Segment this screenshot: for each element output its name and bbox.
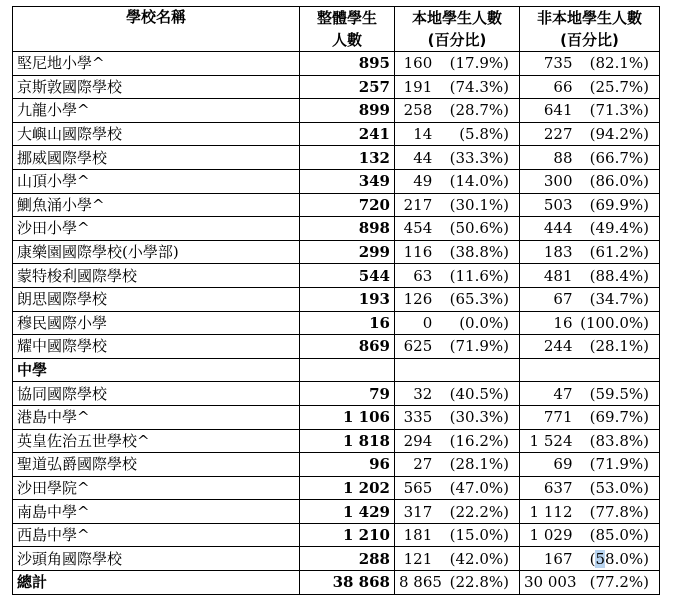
local-count-cell	[395, 335, 520, 359]
local-count-cell	[395, 453, 520, 477]
non-percent: (71.3%)	[589, 101, 649, 120]
non-percent: (69.9%)	[589, 195, 649, 214]
non-percent: (49.4%)	[589, 219, 649, 238]
local-percent: (22.2%)	[449, 502, 509, 521]
school-name: 西島中學^	[13, 523, 300, 547]
non-count: 227	[543, 125, 573, 144]
local-value-pair	[399, 525, 515, 545]
local-count: 258	[403, 101, 433, 120]
total-students: 1 106	[300, 405, 395, 429]
local-value-pair	[399, 289, 515, 309]
nonlocal-percent	[573, 549, 656, 569]
local-count: 32	[413, 384, 433, 403]
non-percent: (61.2%)	[589, 243, 649, 262]
local-percent: (28.1%)	[449, 455, 509, 474]
local-percent: (33.3%)	[449, 148, 509, 167]
local-count-cell	[395, 240, 520, 264]
non-count: 637	[543, 478, 573, 497]
local-value-pair	[399, 148, 515, 168]
local-percent: (28.7%)	[449, 101, 509, 120]
non-value-pair	[524, 124, 655, 144]
non-value-pair	[524, 384, 655, 404]
non-value-pair	[524, 148, 655, 168]
non-percent: (77.8%)	[589, 502, 649, 521]
local-percent: (50.6%)	[449, 219, 509, 238]
local-percent: (30.3%)	[449, 408, 509, 427]
total-students: 299	[300, 240, 395, 264]
school-student-table	[12, 6, 660, 595]
local-percent: (47.0%)	[449, 478, 509, 497]
total-students: 1 818	[300, 429, 395, 453]
school-name: 港島中學^	[13, 405, 300, 429]
header-local-line2: (百分比)	[427, 31, 487, 49]
local-percent: (22.8%)	[449, 573, 509, 592]
total-students: 1 202	[300, 476, 395, 500]
nonlocal-count-cell	[520, 75, 660, 99]
non-value-pair	[524, 53, 655, 73]
school-name: 英皇佐治五世學校^	[13, 429, 300, 453]
non-count: 167	[543, 549, 573, 568]
table-row	[13, 382, 660, 406]
nonlocal-count-cell	[520, 476, 660, 500]
header-nonlocal-line2: (百分比)	[560, 31, 619, 49]
local-value-pair	[399, 572, 515, 592]
local-percent: (38.8%)	[449, 243, 509, 262]
local-count: 181	[403, 526, 433, 545]
non-percent: (59.5%)	[589, 384, 649, 403]
nonlocal-count-cell	[520, 571, 660, 595]
school-name: 京斯敦國際學校	[13, 75, 300, 99]
school-name: 朗思國際學校	[13, 287, 300, 311]
non-count: 69	[553, 455, 573, 474]
table-row	[13, 169, 660, 193]
nonlocal-count-cell	[520, 523, 660, 547]
local-count-cell	[395, 122, 520, 146]
local-count: 454	[403, 219, 433, 238]
non-count: 66	[553, 77, 573, 96]
local-percent: (11.6%)	[449, 266, 509, 285]
local-count-cell	[395, 217, 520, 241]
local-value-pair	[399, 77, 515, 97]
non-value-pair	[524, 289, 655, 309]
table-row	[13, 453, 660, 477]
local-percent: (40.5%)	[449, 384, 509, 403]
non-value-pair	[524, 242, 655, 262]
non-percent: (69.7%)	[589, 408, 649, 427]
total-students: 257	[300, 75, 395, 99]
local-value-pair	[399, 478, 515, 498]
local-value-pair	[399, 407, 515, 427]
total-students: 193	[300, 287, 395, 311]
local-count: 27	[413, 455, 433, 474]
non-percent: (88.4%)	[589, 266, 649, 285]
nonlocal-count-cell	[520, 500, 660, 524]
table-row	[13, 405, 660, 429]
non-count: 503	[543, 195, 573, 214]
table-row	[13, 193, 660, 217]
school-name: 山頂小學^	[13, 169, 300, 193]
non-value-pair	[524, 218, 655, 238]
local-count-cell	[395, 523, 520, 547]
nonlocal-count-cell	[520, 52, 660, 76]
table-row	[13, 240, 660, 264]
total-students: 288	[300, 547, 395, 571]
local-percent: (65.3%)	[449, 290, 509, 309]
local-count: 116	[403, 243, 433, 262]
school-name: 總計	[13, 571, 300, 595]
nonlocal-count-cell	[520, 217, 660, 241]
non-percent: (82.1%)	[589, 54, 649, 73]
non-percent: (85.0%)	[589, 526, 649, 545]
local-count-cell	[395, 500, 520, 524]
school-name: 沙田學院^	[13, 476, 300, 500]
total-students: 1 210	[300, 523, 395, 547]
total-students: 96	[300, 453, 395, 477]
local-count-cell	[395, 429, 520, 453]
local-value-pair	[399, 242, 515, 262]
local-value-pair	[399, 502, 515, 522]
non-count: 771	[543, 408, 573, 427]
local-count: 191	[403, 77, 433, 96]
non-value-pair	[524, 502, 655, 522]
non-count: 1 112	[529, 502, 573, 521]
local-value-pair	[399, 53, 515, 73]
non-count: 30 003	[524, 573, 577, 592]
nonlocal-count-cell	[520, 405, 660, 429]
total-students: 349	[300, 169, 395, 193]
text-selection-highlight: 5	[595, 549, 606, 568]
local-value-pair	[399, 454, 515, 474]
school-name: 沙頭角國際學校	[13, 547, 300, 571]
nonlocal-count-cell	[520, 146, 660, 170]
non-count: 444	[543, 219, 573, 238]
local-count-cell	[395, 146, 520, 170]
local-count-cell	[395, 571, 520, 595]
local-percent: (71.9%)	[449, 337, 509, 356]
nonlocal-count-cell	[520, 122, 660, 146]
total-row	[13, 571, 660, 595]
non-count: 88	[553, 148, 573, 167]
local-percent: (74.3%)	[449, 77, 509, 96]
local-count: 121	[403, 549, 433, 568]
table-row	[13, 429, 660, 453]
header-total-line1: 整體學生	[316, 9, 377, 27]
local-value-pair	[399, 218, 515, 238]
school-name: 穆民國際小學	[13, 311, 300, 335]
local-count: 317	[403, 502, 433, 521]
header-total-students	[300, 7, 395, 52]
non-value-pair	[524, 313, 655, 333]
section-label: 中學	[13, 358, 300, 382]
table-row	[13, 311, 660, 335]
local-percent: (5.8%)	[459, 125, 509, 144]
section-row-secondary	[13, 358, 660, 382]
local-value-pair	[399, 266, 515, 286]
local-percent: (0.0%)	[459, 313, 509, 332]
header-local-students	[395, 7, 520, 52]
table-row	[13, 122, 660, 146]
non-count: 481	[543, 266, 573, 285]
local-count: 335	[403, 408, 433, 427]
header-total-line2: 人數	[331, 31, 362, 49]
table-row	[13, 99, 660, 123]
non-count: 183	[543, 243, 573, 262]
local-count-cell	[395, 476, 520, 500]
non-value-pair	[524, 336, 655, 356]
nonlocal-count-cell	[520, 335, 660, 359]
school-name: 協同國際學校	[13, 382, 300, 406]
non-count: 16	[553, 313, 573, 332]
non-value-pair	[524, 266, 655, 286]
local-value-pair	[399, 171, 515, 191]
non-percent: (25.7%)	[589, 77, 649, 96]
non-percent: (86.0%)	[589, 172, 649, 191]
local-percent: (15.0%)	[449, 526, 509, 545]
local-count-cell	[395, 99, 520, 123]
table-row	[13, 52, 660, 76]
local-count-cell	[395, 264, 520, 288]
local-count: 44	[413, 148, 433, 167]
local-value-pair	[399, 384, 515, 404]
non-value-pair	[524, 171, 655, 191]
non-count: 47	[553, 384, 573, 403]
local-value-pair	[399, 336, 515, 356]
school-name: 蒙特梭利國際學校	[13, 264, 300, 288]
nonlocal-count-cell	[520, 429, 660, 453]
local-count-cell	[395, 169, 520, 193]
table-row	[13, 476, 660, 500]
school-name: 九龍小學^	[13, 99, 300, 123]
local-count-cell	[395, 311, 520, 335]
total-students: 16	[300, 311, 395, 335]
local-count-cell	[395, 405, 520, 429]
table-row	[13, 287, 660, 311]
nonlocal-percent-pre: (	[589, 549, 596, 568]
local-percent: (16.2%)	[449, 431, 509, 450]
non-value-pair	[524, 77, 655, 97]
section-empty-cell	[300, 358, 395, 382]
local-count-cell	[395, 193, 520, 217]
local-count-cell	[395, 287, 520, 311]
local-count: 294	[403, 431, 433, 450]
local-count-cell	[395, 547, 520, 571]
non-percent: (77.2%)	[589, 573, 649, 592]
table-row	[13, 500, 660, 524]
non-percent: (66.7%)	[589, 148, 649, 167]
local-count: 0	[422, 313, 433, 332]
non-percent: (53.0%)	[589, 478, 649, 497]
local-count: 14	[413, 125, 433, 144]
non-count: 735	[543, 54, 573, 73]
total-students: 241	[300, 122, 395, 146]
non-value-pair	[524, 100, 655, 120]
school-name: 康樂園國際學校(小學部)	[13, 240, 300, 264]
total-students: 869	[300, 335, 395, 359]
local-value-pair	[399, 195, 515, 215]
section-empty-cell	[520, 358, 660, 382]
non-percent: (94.2%)	[589, 125, 649, 144]
non-percent: (100.0%)	[580, 313, 649, 332]
local-percent: (17.9%)	[449, 54, 509, 73]
non-value-pair	[524, 572, 655, 592]
local-count-cell	[395, 382, 520, 406]
local-percent: (14.0%)	[449, 172, 509, 191]
non-value-pair	[524, 195, 655, 215]
local-count-cell	[395, 52, 520, 76]
school-name: 耀中國際學校	[13, 335, 300, 359]
school-name: 挪威國際學校	[13, 146, 300, 170]
nonlocal-count-cell	[520, 311, 660, 335]
header-local-line1: 本地學生人數	[411, 9, 502, 27]
local-value-pair	[399, 124, 515, 144]
table-row	[13, 146, 660, 170]
nonlocal-count-cell	[520, 287, 660, 311]
nonlocal-count-cell	[520, 169, 660, 193]
section-empty-cell	[395, 358, 520, 382]
local-value-pair	[399, 100, 515, 120]
local-percent: (30.1%)	[449, 195, 509, 214]
total-students: 132	[300, 146, 395, 170]
local-value-pair	[399, 313, 515, 333]
non-count: 300	[543, 172, 573, 191]
table-body	[13, 52, 660, 595]
nonlocal-count-cell	[520, 99, 660, 123]
local-percent: (42.0%)	[449, 549, 509, 568]
non-percent: (34.7%)	[589, 290, 649, 309]
total-students: 898	[300, 217, 395, 241]
total-students: 895	[300, 52, 395, 76]
total-students: 79	[300, 382, 395, 406]
non-count: 1 029	[529, 526, 573, 545]
nonlocal-count-cell	[520, 382, 660, 406]
local-count: 49	[413, 172, 433, 191]
school-name: 聖道弘爵國際學校	[13, 453, 300, 477]
table-row	[13, 547, 660, 571]
total-students: 544	[300, 264, 395, 288]
non-value-pair	[524, 454, 655, 474]
local-value-pair	[399, 431, 515, 451]
school-name: 大嶼山國際學校	[13, 122, 300, 146]
local-count: 8 865	[399, 573, 442, 592]
local-count: 565	[403, 478, 433, 497]
local-count: 625	[403, 337, 433, 356]
school-name: 南島中學^	[13, 500, 300, 524]
nonlocal-count-cell	[520, 547, 660, 571]
non-percent: (28.1%)	[589, 337, 649, 356]
non-value-pair	[524, 525, 655, 545]
total-students: 1 429	[300, 500, 395, 524]
header-nonlocal-line1: 非本地學生人數	[536, 9, 642, 27]
local-count-cell	[395, 75, 520, 99]
header-row	[13, 7, 660, 52]
nonlocal-count-cell	[520, 453, 660, 477]
non-value-pair	[524, 407, 655, 427]
non-percent: (71.9%)	[589, 455, 649, 474]
non-value-pair	[524, 549, 655, 569]
non-count: 1 524	[529, 431, 573, 450]
school-name: 堅尼地小學^	[13, 52, 300, 76]
non-count: 67	[553, 290, 573, 309]
nonlocal-count-cell	[520, 193, 660, 217]
header-nonlocal-students	[520, 7, 660, 52]
table-row	[13, 523, 660, 547]
table-row	[13, 217, 660, 241]
total-students: 38 868	[300, 571, 395, 595]
total-students: 899	[300, 99, 395, 123]
non-value-pair	[524, 478, 655, 498]
non-count: 244	[543, 337, 573, 356]
non-value-pair	[524, 431, 655, 451]
total-students: 720	[300, 193, 395, 217]
local-count: 126	[403, 290, 433, 309]
nonlocal-percent-post: 8.0%)	[605, 549, 649, 568]
non-count: 641	[543, 101, 573, 120]
school-name: 鰂魚涌小學^	[13, 193, 300, 217]
table-row	[13, 335, 660, 359]
local-count: 217	[403, 195, 433, 214]
table-row	[13, 264, 660, 288]
local-value-pair	[399, 549, 515, 569]
local-count: 63	[413, 266, 433, 285]
table-row	[13, 75, 660, 99]
nonlocal-count-cell	[520, 240, 660, 264]
header-school-name: 學校名稱	[13, 7, 300, 52]
non-percent: (83.8%)	[589, 431, 649, 450]
local-count: 160	[403, 54, 433, 73]
nonlocal-count-cell	[520, 264, 660, 288]
school-name: 沙田小學^	[13, 217, 300, 241]
